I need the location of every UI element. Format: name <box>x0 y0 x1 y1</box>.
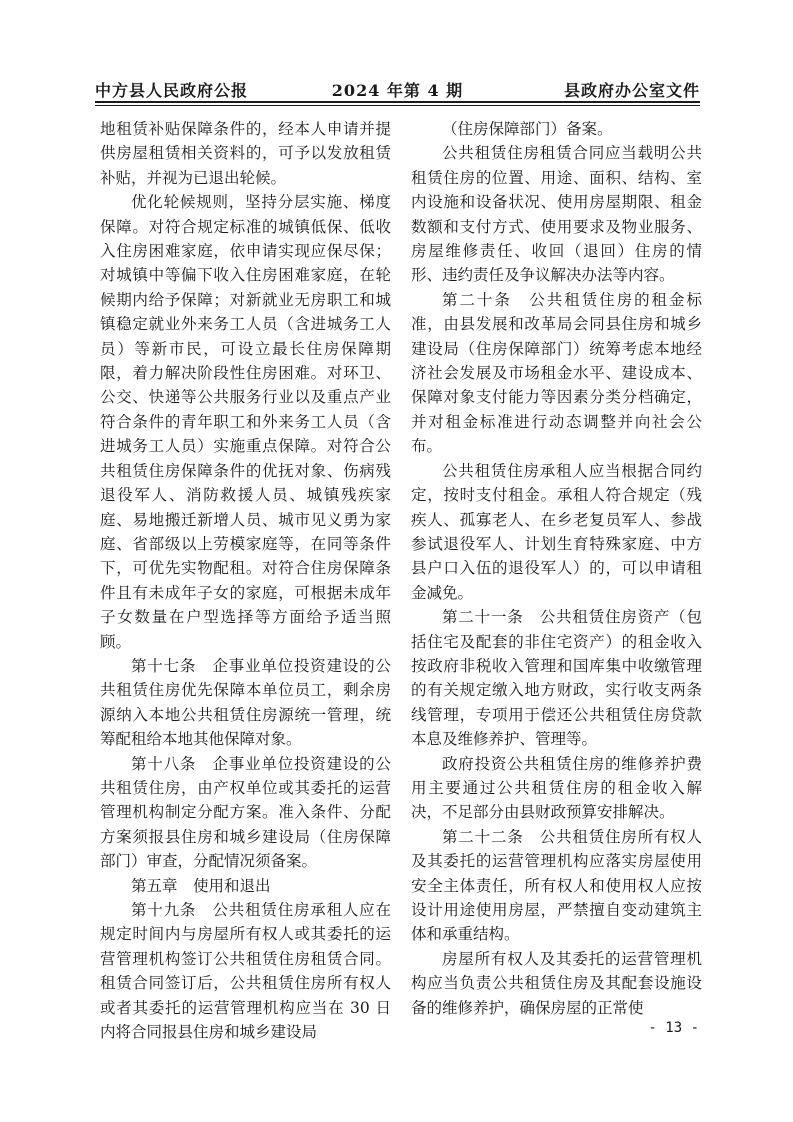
header-rule-thin <box>95 105 700 106</box>
paragraph: 第二十条 公共租赁住房的租金标准，由县发展和改革局会同县住房和城乡建设局（住房保障部门）统筹考虑本地经济社会发展及市场租金水平、建设成本、保障对象支付能力等因素分类分档确定，并对租金标准进行动态调整并向社会公布。 <box>411 290 702 456</box>
header-publication-title: 中方县人民政府公报 <box>95 81 249 100</box>
paragraph: 第二十一条 公共租赁住房资产（包括住宅及配套的非住宅资产）的租金收入按政府非税收入管理和国库集中收缴管理的有关规定缴入地方财政，实行收支两条线管理，专项用于偿还公共租赁住房贷款本息及维修养护、管理等。 <box>411 608 702 749</box>
running-header <box>95 78 700 102</box>
paragraph: 第十八条 企事业单位投资建设的公共租赁住房，由产权单位或其委托的运营管理机构制定分配方案。准入条件、分配方案须报县住房和城乡建设局（住房保障部门）审查，分配情况须备案。 <box>100 754 391 871</box>
header-section: 县政府办公室文件 <box>563 81 700 100</box>
paragraph: 第十九条 公共租赁住房承租人应在规定时间内与房屋所有权人或其委托的运营管理机构签订公共租赁住房租赁合同。租赁合同签订后，公共租赁住房所有权人或者其委托的运营管理机构应当在 30 日内将合同报县住房和城乡建设局 <box>100 901 391 1042</box>
paragraph: 地租赁补贴保障条件的，经本人申请并提供房屋租赁相关资料的，可予以发放租赁补贴，并视为已退出轮候。 <box>100 120 391 187</box>
paragraph: （住房保障部门）备案。 <box>442 120 613 138</box>
paragraph: 第五章 使用和退出 <box>131 876 271 895</box>
header-rule-thick <box>95 101 700 103</box>
paragraph: 第十七条 企事业单位投资建设的公共租赁住房优先保障本单位员工，剩余房源纳入本地公共租赁住房源统一管理，统筹配租给本地其他保障对象。 <box>100 656 391 749</box>
left-column <box>100 117 391 1042</box>
paragraph: 政府投资公共租赁住房的维修养护费用主要通过公共租赁住房的租金收入解决，不足部分由县财政预算安排解决。 <box>411 754 702 822</box>
header-issue: 2024 年第 4 期 <box>331 81 464 100</box>
paragraph: 公共租赁住房租赁合同应当载明公共租赁住房的位置、用途、面积、结构、室内设施和设备状况、使用房屋期限、租金数额和支付方式、使用要求及物业服务、房屋维修责任、收回（退回）住房的情形、违约责任及争议解决办法等内容。 <box>411 144 702 285</box>
paragraph: 第二十二条 公共租赁住房所有权人及其委托的运营管理机构应落实房屋使用安全主体责任，所有权人和使用权人应按设计用途使用房屋，严禁擅自变动建筑主体和承重结构。 <box>411 827 702 944</box>
right-column <box>411 117 702 1022</box>
paragraph: 优化轮候规则，坚持分层实施、梯度保障。对符合规定标准的城镇低保、低收入住房困难家庭，依申请实现应保尽保；对城镇中等偏下收入住房困难家庭，在轮候期内给予保障；对新就业无房职工和城镇稳定就业外来务工人员（含进城务工人员）等新市民，可设立最长住房保障期限，着力解决阶段性住房困难。对环卫、公交、快递等公共服务行业以及重点产业符合条件的青年职工和外来务工人员（含进城务工人员）实施重点保障。对符合公共租赁住房保障条件的优抚对象、伤病残退役军人、消防救援人员、城镇残疾家庭、易地搬迁新增人员、城市见义勇为家庭、省部级以上劳模家庭等，在同等条件下，可优先实物配租。对符合住房保障条件且有未成年子女的家庭，可根据未成年子女数量在户型选择等方面给予适当照顾。 <box>100 193 391 651</box>
page-number: - 13 - <box>648 1020 699 1036</box>
paragraph: 房屋所有权人及其委托的运营管理机构应当负责公共租赁住房及其配套设施设备的维修养护，确保房屋的正常使 <box>411 949 702 1017</box>
paragraph: 公共租赁住房承租人应当根据合同约定，按时支付租金。承租人符合规定（残疾人、孤寡老人、在乡老复员军人、参战参试退役军人、计划生育特殊家庭、中方县户口入伍的退役军人）的，可以申请租金减免。 <box>411 461 702 602</box>
